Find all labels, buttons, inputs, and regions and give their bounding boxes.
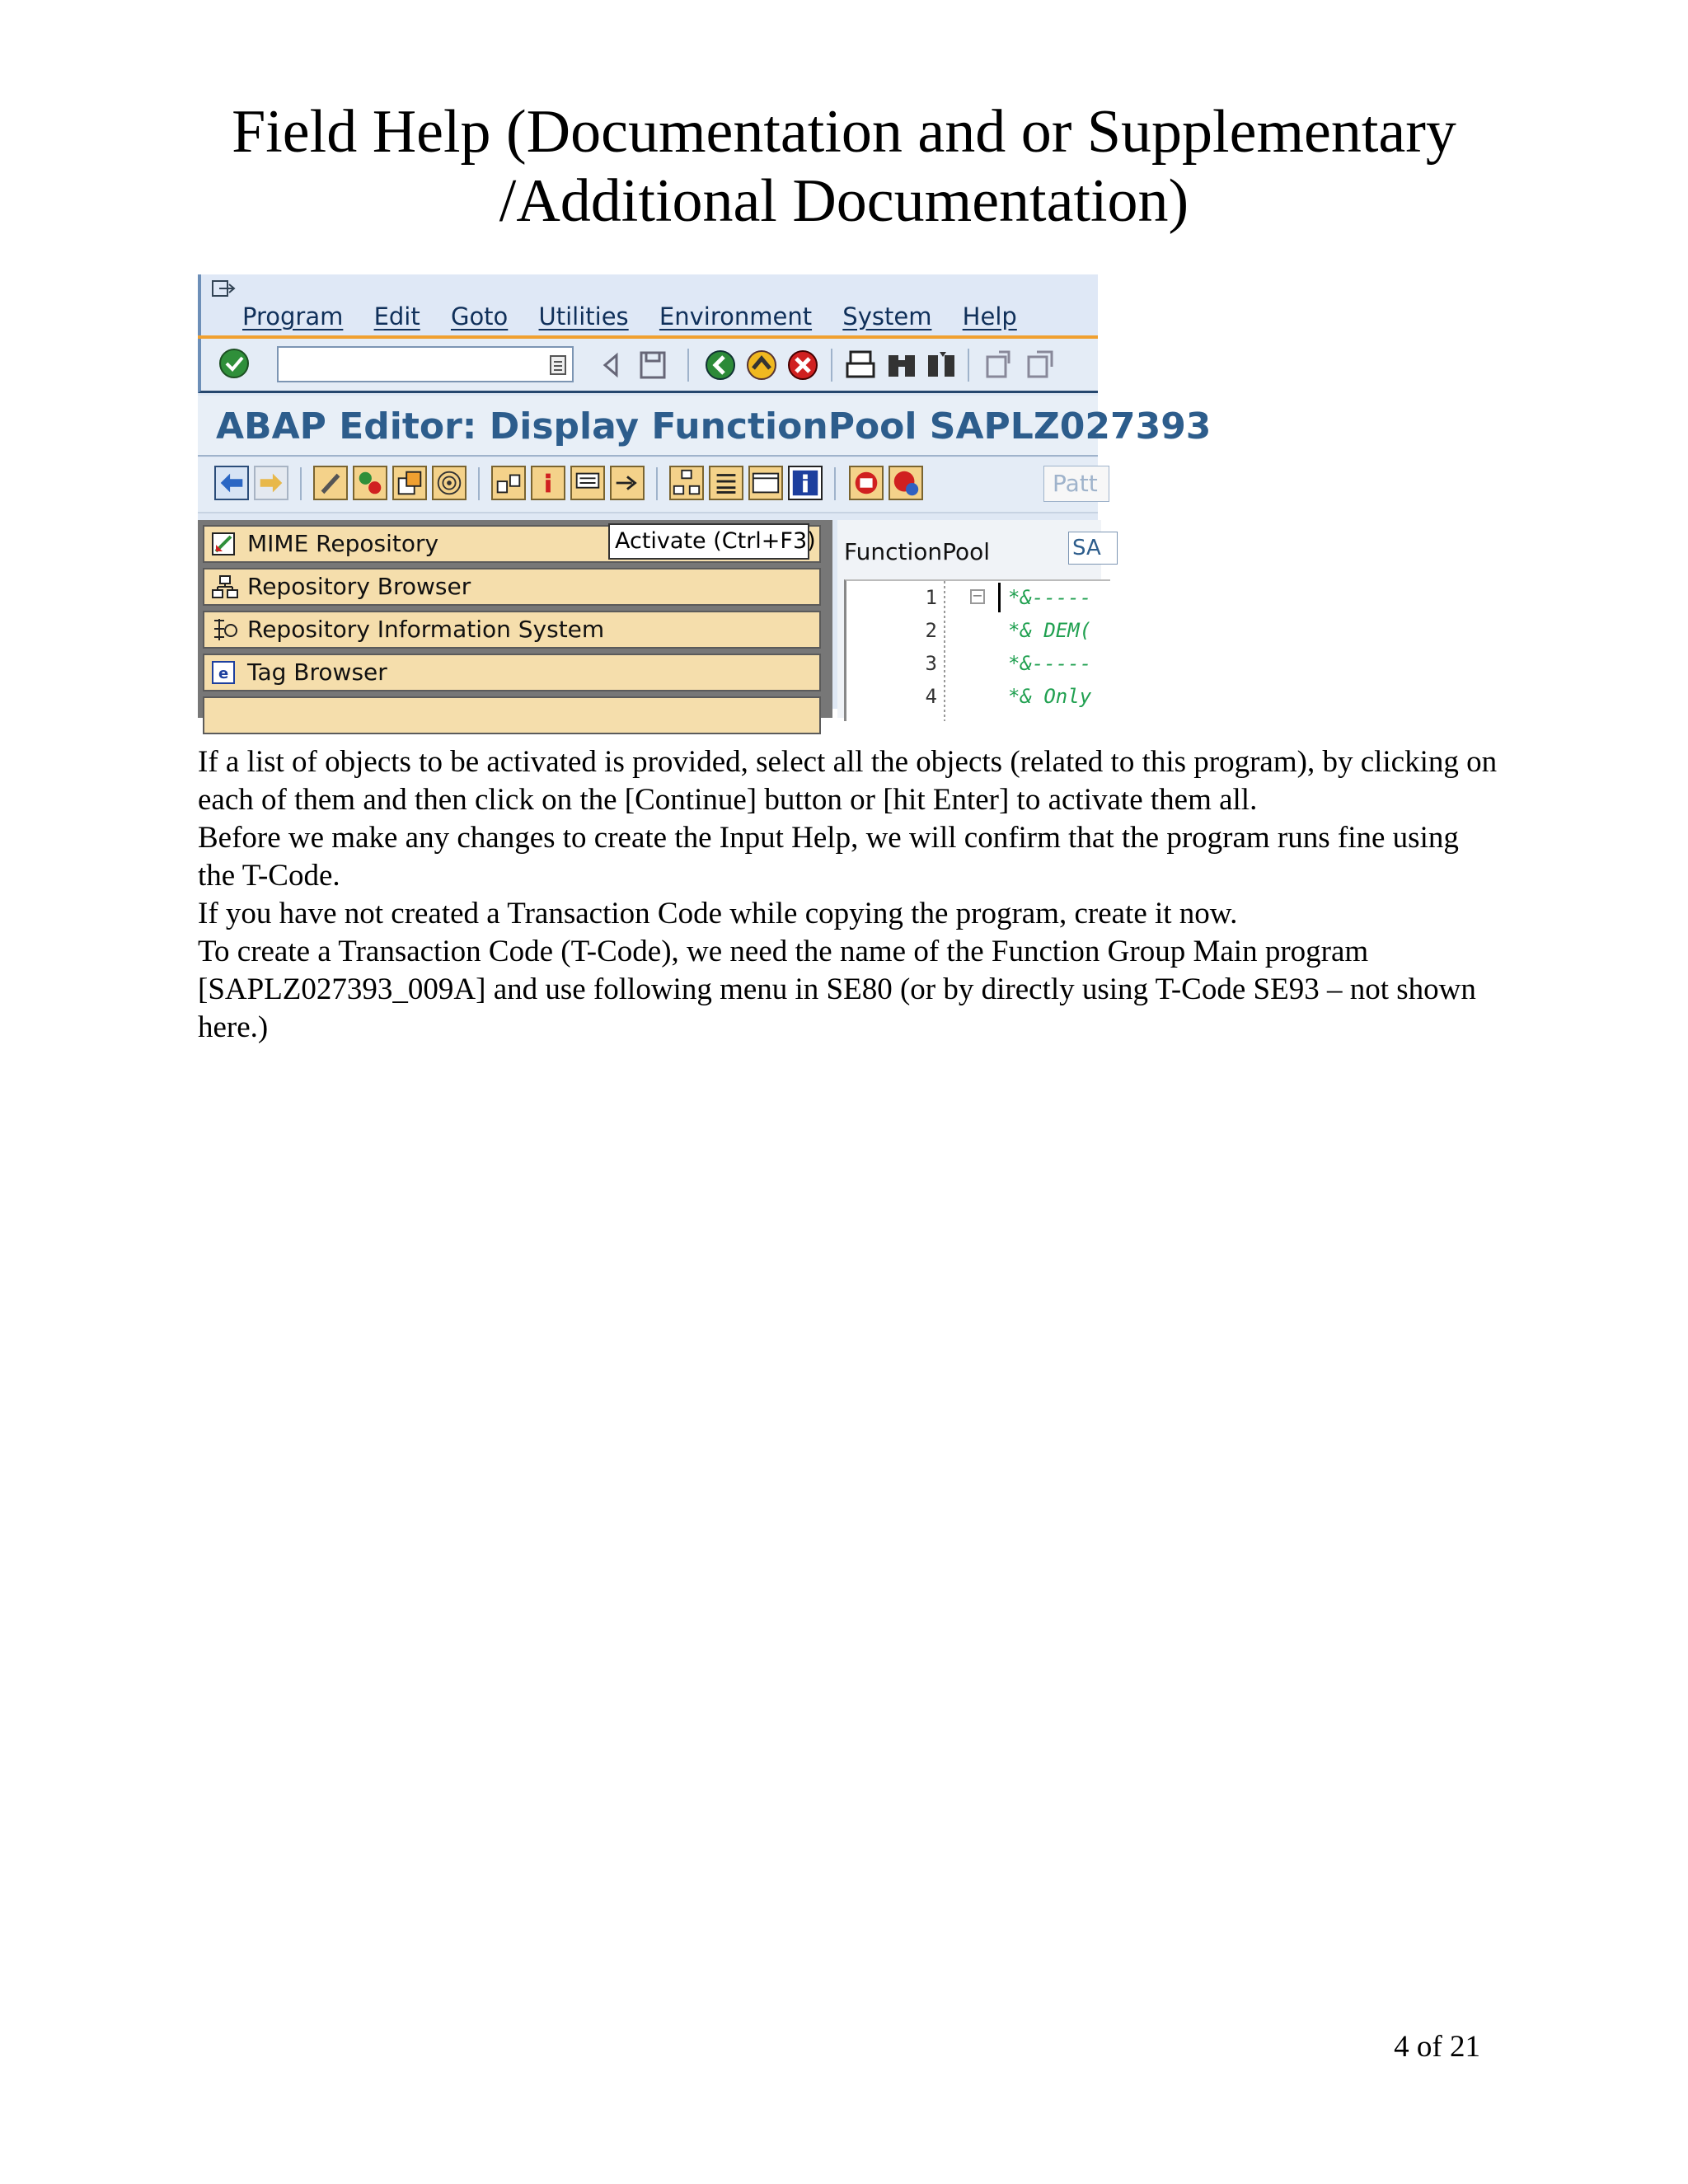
arrow-left-icon (216, 467, 247, 499)
repository-browser-icon (211, 574, 239, 599)
toolbar-separator (831, 349, 832, 382)
info-icon (790, 467, 821, 499)
title-line-2: /Additional Documentation) (499, 167, 1189, 235)
toolbar-separator (687, 349, 689, 382)
paragraph: To create a Transaction Code (T-Code), we need the name of the Function Group Main program [SAPLZ027393_009A] and use following menu in SE80 (or by directly using T-Code SE93 – not shown here.) (198, 935, 1476, 1044)
other-object-button[interactable] (392, 466, 427, 500)
tag-browser-icon (211, 660, 239, 685)
back-arrow-button[interactable] (214, 466, 249, 500)
check-button[interactable] (432, 466, 467, 500)
toolbar-separator (300, 467, 302, 500)
menu-edit[interactable]: Edit (373, 302, 420, 330)
application-toolbar (198, 457, 1098, 513)
menu-program[interactable]: Program (242, 302, 344, 330)
cancel-icon[interactable] (786, 349, 819, 382)
toolbar-separator (478, 467, 480, 500)
find-next-icon[interactable] (925, 349, 958, 382)
sap-screenshot (198, 274, 1212, 709)
where-used-button[interactable] (570, 466, 605, 500)
window-title: ABAP Editor: Display FunctionPool SAPLZ027393 (216, 405, 1212, 448)
info-button[interactable] (788, 466, 823, 500)
nav-item-label: Repository Browser (247, 573, 471, 600)
document-title (0, 97, 1688, 236)
nav-item-repository-browser[interactable] (203, 568, 821, 606)
nav-item-tag-browser[interactable] (203, 654, 821, 691)
function-pool-field[interactable]: SA (1068, 532, 1118, 565)
toolbar-separator (656, 467, 658, 500)
display-change-button[interactable] (313, 466, 348, 500)
mime-repository-icon (211, 532, 239, 556)
menu-toggle-icon[interactable] (211, 279, 236, 299)
stack-icon (710, 467, 742, 499)
function-pool-label: FunctionPool (844, 538, 991, 565)
information-system-icon (211, 617, 239, 642)
toolbar-separator (834, 467, 836, 500)
nav-item-label: MIME Repository (247, 530, 439, 557)
title-line-1: Field Help (Documentation and or Supplementary (232, 98, 1456, 166)
menu-help[interactable]: Help (962, 302, 1017, 330)
activate-button[interactable] (491, 466, 526, 500)
arrow-right-icon (256, 467, 287, 499)
code-line: *&----- (1008, 652, 1092, 675)
spiral-icon (434, 467, 465, 499)
svg-text:e: e (218, 665, 229, 682)
page-number: 4 of 21 (1394, 2030, 1480, 2064)
line-number: 4 (925, 685, 937, 708)
hierarchy-icon (671, 467, 702, 499)
navigation-button[interactable] (610, 466, 645, 500)
history-icon[interactable] (549, 354, 567, 376)
pretty-printer-button[interactable] (849, 466, 884, 500)
code-editor[interactable] (844, 579, 1110, 721)
window-title-bar (198, 396, 1212, 457)
breakpoint-button[interactable] (889, 466, 923, 500)
code-line: *& Only (1008, 685, 1092, 708)
code-line: *& DEM( (1008, 619, 1092, 642)
record-icon (851, 467, 882, 499)
display-object-list-button[interactable] (709, 466, 743, 500)
pencil-glasses-icon (315, 467, 346, 499)
nav-item-partial[interactable] (203, 696, 821, 734)
share-arrows-icon (612, 467, 643, 499)
pattern-button[interactable]: Patt (1043, 466, 1109, 502)
object-list-button[interactable] (669, 466, 704, 500)
forward-arrow-button[interactable] (254, 466, 288, 500)
toolbar-separator (968, 349, 969, 382)
editor-panel (837, 520, 1101, 718)
nav-item-label: Tag Browser (247, 658, 387, 686)
activate-tooltip: Activate (Ctrl+F3) (608, 523, 809, 560)
activate-icon (493, 467, 524, 499)
back-small-icon[interactable] (595, 349, 628, 382)
menu-bar (198, 274, 1098, 337)
save-icon[interactable] (636, 349, 669, 382)
list-icon (572, 467, 603, 499)
nav-item-label: Repository Information System (247, 616, 605, 643)
paragraph: If you have not created a Transaction Code while copying the program, create it now. (198, 897, 1238, 930)
paragraph: Before we make any changes to create the Input Help, we will confirm that the program runs fine using the T-Code. (198, 821, 1459, 893)
menu-utilities[interactable]: Utilities (538, 302, 629, 330)
active-inactive-button[interactable] (353, 466, 387, 500)
print-icon[interactable] (844, 349, 877, 382)
line-number: 3 (925, 652, 937, 675)
line-number: 2 (925, 619, 937, 642)
menu-environment[interactable]: Environment (659, 302, 813, 330)
objects-icon (394, 467, 425, 499)
stop-icon (890, 467, 921, 499)
menu-system[interactable]: System (842, 302, 932, 330)
menu-goto[interactable]: Goto (450, 302, 509, 330)
nav-item-repository-information-system[interactable] (203, 611, 821, 649)
line-number: 1 (925, 586, 937, 609)
enter-check-icon[interactable] (218, 347, 251, 380)
code-line: *&----- (1008, 586, 1092, 609)
exit-icon[interactable] (745, 349, 778, 382)
switch-icon (354, 467, 386, 499)
line-number-gutter (944, 581, 945, 721)
info-small-icon (532, 467, 564, 499)
test-button[interactable] (531, 466, 565, 500)
body-text (198, 743, 1500, 1047)
command-field[interactable] (277, 346, 574, 382)
window-icon (750, 467, 781, 499)
first-page-icon[interactable] (982, 349, 1015, 382)
paragraph: If a list of objects to be activated is provided, select all the objects (related to this program), by clicking on each of them and then click on the [Continue] button or [hit Enter] to activate them all. (198, 745, 1498, 817)
text-cursor (998, 583, 1001, 612)
back-icon[interactable] (704, 349, 737, 382)
previous-page-icon[interactable] (1024, 349, 1057, 382)
navigation-window-button[interactable] (748, 466, 783, 500)
find-icon[interactable] (885, 349, 918, 382)
fold-toggle-icon[interactable]: − (970, 589, 985, 604)
standard-toolbar (198, 339, 1098, 393)
